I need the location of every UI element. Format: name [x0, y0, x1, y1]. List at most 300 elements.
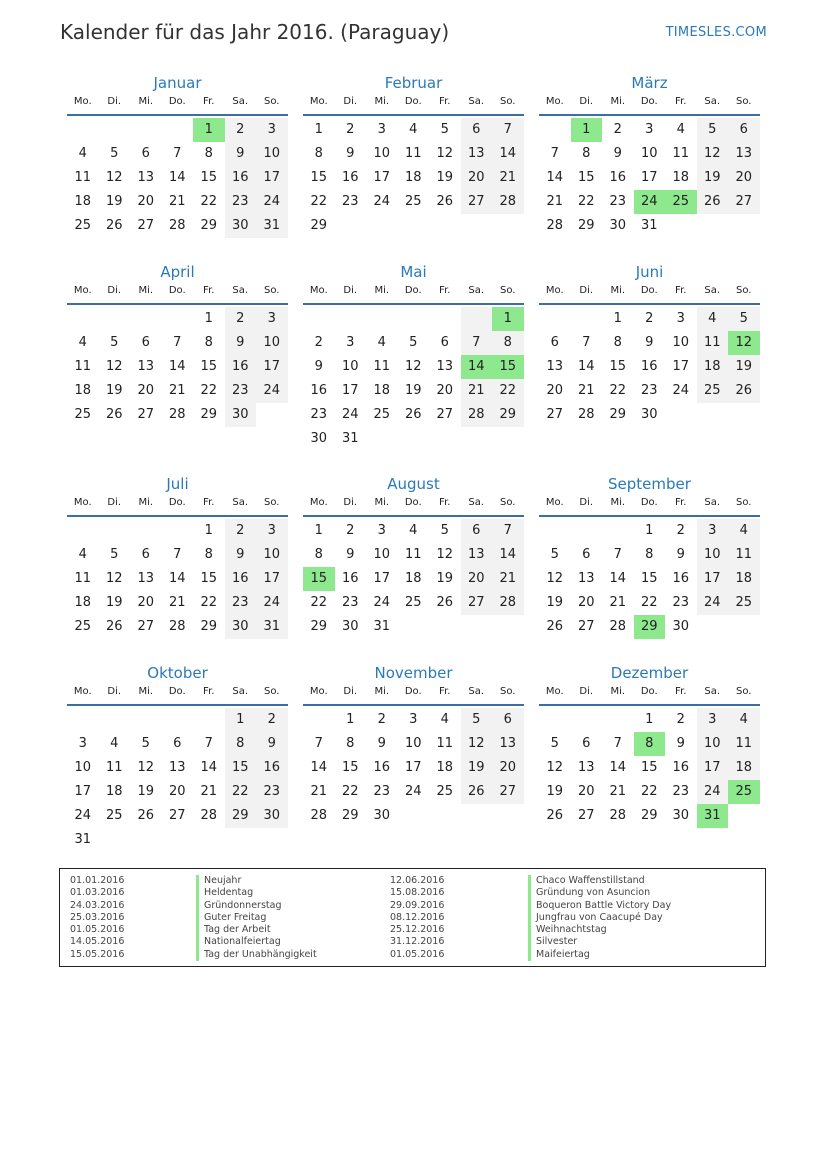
month-name: Januar: [153, 74, 202, 92]
day-cell: 17: [640, 170, 658, 185]
day-cell: 15: [640, 571, 658, 586]
empty-cell: [366, 214, 398, 238]
weekday-label: Di.: [579, 686, 594, 697]
month-3: [539, 72, 760, 238]
day-cell: 11: [404, 146, 422, 161]
day-cell: 28: [168, 218, 186, 233]
day-cell: 20: [137, 194, 155, 209]
month-name: April: [160, 263, 195, 281]
weekday-label: Di.: [343, 285, 358, 296]
day-cell: 29: [200, 218, 218, 233]
day-cell: 2: [613, 122, 622, 137]
day-cell: 30: [640, 407, 658, 422]
day-cell: 10: [341, 359, 359, 374]
month-12: [539, 662, 760, 828]
legend-row: [70, 875, 400, 887]
weekday-label: Mi.: [374, 285, 390, 296]
weekday-label: Do.: [640, 96, 658, 107]
day-cell: 12: [105, 359, 123, 374]
day-cell: 28: [168, 619, 186, 634]
day-cell: 28: [609, 808, 627, 823]
day-cell: 5: [110, 335, 119, 350]
day-cell: 16: [373, 760, 391, 775]
day-cell: 29: [577, 218, 595, 233]
day-cell: 17: [672, 359, 690, 374]
weekday-label: Mi.: [610, 497, 626, 508]
empty-cell: [461, 427, 493, 451]
day-cell: 23: [672, 784, 690, 799]
day-cell: 22: [640, 595, 658, 610]
day-cell: 12: [461, 732, 493, 756]
day-cell: 1: [204, 311, 213, 326]
day-cell: 30: [341, 619, 359, 634]
day-cell: 17: [697, 756, 729, 780]
day-cell: 25: [74, 619, 92, 634]
day-cell: 2: [225, 118, 257, 142]
empty-cell: [67, 307, 99, 331]
empty-cell: [429, 427, 461, 451]
empty-cell: [571, 708, 603, 732]
legend-row: [70, 887, 400, 899]
day-cell: 3: [697, 708, 729, 732]
weekday-label: Fr.: [439, 497, 451, 508]
day-cell: 16: [341, 571, 359, 586]
empty-cell: [162, 307, 194, 331]
day-cell: 13: [546, 359, 564, 374]
weekday-header: [539, 94, 760, 116]
legend-holiday-name: Gründonnerstag: [196, 900, 281, 912]
empty-cell: [697, 615, 729, 639]
day-cell: 17: [373, 170, 391, 185]
day-cell: 7: [550, 146, 559, 161]
weekday-header: [303, 94, 524, 116]
month-name: August: [387, 475, 440, 493]
day-cell: 5: [110, 547, 119, 562]
day-cell: 22: [577, 194, 595, 209]
day-grid: [539, 708, 760, 828]
day-cell: 22: [640, 784, 658, 799]
day-cell: 16: [256, 756, 288, 780]
day-cell: 20: [728, 166, 760, 190]
day-cell: 6: [173, 736, 182, 751]
legend-row: [70, 900, 400, 912]
day-cell: 12: [436, 146, 454, 161]
weekday-label: Do.: [640, 285, 658, 296]
weekday-label: Sa.: [704, 285, 721, 296]
legend-row: [70, 949, 400, 961]
day-grid: [539, 118, 760, 238]
month-name: November: [374, 664, 453, 682]
day-cell: 4: [440, 712, 449, 727]
empty-cell: [492, 804, 524, 828]
month-name: Oktober: [147, 664, 208, 682]
day-cell: 17: [404, 760, 422, 775]
weekday-label: Fr.: [675, 686, 687, 697]
holiday-day-cell: 25: [665, 190, 697, 214]
day-cell: 22: [492, 379, 524, 403]
day-cell: 23: [341, 194, 359, 209]
weekday-label: Di.: [107, 96, 122, 107]
holiday-legend: [59, 868, 766, 967]
month-6: [539, 261, 760, 427]
day-cell: 18: [105, 784, 123, 799]
day-cell: 26: [436, 595, 454, 610]
empty-cell: [539, 307, 571, 331]
day-cell: 9: [346, 146, 355, 161]
day-cell: 12: [137, 760, 155, 775]
legend-holiday-name: Tag der Unabhängigkeit: [196, 949, 317, 961]
day-cell: 3: [78, 736, 87, 751]
page-title: Kalender für das Jahr 2016. (Paraguay): [60, 20, 450, 44]
day-cell: 11: [105, 760, 123, 775]
weekday-label: Fr.: [675, 497, 687, 508]
day-cell: 20: [137, 595, 155, 610]
empty-cell: [398, 804, 430, 828]
empty-cell: [728, 615, 760, 639]
day-cell: 23: [225, 591, 257, 615]
month-name: Februar: [384, 74, 443, 92]
day-cell: 30: [609, 218, 627, 233]
day-cell: 23: [672, 595, 690, 610]
day-cell: 31: [74, 832, 92, 847]
day-cell: 14: [168, 359, 186, 374]
weekday-label: Do.: [168, 497, 186, 508]
day-cell: 2: [256, 708, 288, 732]
day-cell: 25: [373, 407, 391, 422]
empty-cell: [99, 828, 131, 852]
weekday-label: Mi.: [374, 96, 390, 107]
empty-cell: [461, 307, 493, 331]
legend-row: [390, 924, 760, 936]
day-cell: 28: [310, 808, 328, 823]
legend-date: 08.12.2016: [390, 911, 445, 923]
day-cell: 16: [672, 571, 690, 586]
month-1: [67, 72, 288, 238]
day-cell: 16: [672, 760, 690, 775]
day-cell: 10: [256, 142, 288, 166]
weekday-label: Mo.: [309, 96, 328, 107]
weekday-label: So.: [736, 96, 752, 107]
day-cell: 14: [310, 760, 328, 775]
day-cell: 13: [577, 760, 595, 775]
empty-cell: [99, 519, 131, 543]
day-cell: 16: [225, 166, 257, 190]
day-cell: 21: [609, 595, 627, 610]
day-cell: 8: [645, 547, 654, 562]
day-cell: 1: [314, 122, 323, 137]
day-grid: [67, 708, 288, 852]
legend-holiday-name: Chaco Waffenstillstand: [528, 875, 645, 887]
day-cell: 18: [74, 595, 92, 610]
day-cell: 27: [436, 407, 454, 422]
weekday-label: Do.: [168, 686, 186, 697]
day-cell: 9: [645, 335, 654, 350]
day-cell: 7: [613, 736, 622, 751]
empty-cell: [665, 403, 697, 427]
weekday-label: Mo.: [309, 285, 328, 296]
month-2: [303, 72, 524, 238]
weekday-header: [539, 495, 760, 517]
weekday-label: Fr.: [439, 285, 451, 296]
day-cell: 14: [609, 571, 627, 586]
day-cell: 30: [225, 403, 257, 427]
day-cell: 29: [225, 804, 257, 828]
day-cell: 8: [492, 331, 524, 355]
weekday-header: [67, 283, 288, 305]
day-cell: 23: [609, 194, 627, 209]
day-cell: 21: [168, 194, 186, 209]
weekday-header: [67, 495, 288, 517]
empty-cell: [256, 828, 288, 852]
day-cell: 25: [404, 595, 422, 610]
day-cell: 22: [200, 595, 218, 610]
legend-date: 15.05.2016: [70, 948, 125, 960]
empty-cell: [539, 519, 571, 543]
day-cell: 4: [676, 122, 685, 137]
day-cell: 2: [645, 311, 654, 326]
legend-holiday-name: Weihnachtstag: [528, 924, 607, 936]
day-cell: 7: [492, 519, 524, 543]
day-cell: 5: [697, 118, 729, 142]
weekday-header: [303, 495, 524, 517]
weekday-label: So.: [736, 497, 752, 508]
day-cell: 14: [492, 543, 524, 567]
day-cell: 9: [225, 543, 257, 567]
weekday-label: Sa.: [232, 497, 249, 508]
day-cell: 23: [225, 379, 257, 403]
day-cell: 16: [225, 567, 257, 591]
day-cell: 21: [492, 166, 524, 190]
day-cell: 10: [697, 543, 729, 567]
site-logo[interactable]: TIMESLES.COM: [665, 25, 767, 40]
empty-cell: [697, 214, 729, 238]
day-cell: 13: [461, 543, 493, 567]
day-cell: 19: [697, 166, 729, 190]
day-cell: 24: [404, 784, 422, 799]
day-cell: 5: [409, 335, 418, 350]
day-cell: 20: [436, 383, 454, 398]
day-cell: 17: [373, 571, 391, 586]
day-grid: [67, 519, 288, 639]
weekday-label: Mo.: [73, 96, 92, 107]
day-cell: 7: [173, 547, 182, 562]
day-cell: 20: [168, 784, 186, 799]
legend-date: 15.08.2016: [390, 887, 445, 899]
day-cell: 10: [74, 760, 92, 775]
day-cell: 22: [310, 595, 328, 610]
weekday-label: Di.: [107, 686, 122, 697]
legend-holiday-name: Guter Freitag: [196, 912, 266, 924]
day-cell: 27: [546, 407, 564, 422]
legend-date: 24.03.2016: [70, 899, 125, 911]
day-cell: 29: [200, 407, 218, 422]
day-cell: 24: [697, 780, 729, 804]
day-grid: [67, 307, 288, 427]
day-cell: 21: [168, 595, 186, 610]
day-cell: 23: [225, 190, 257, 214]
day-cell: 9: [225, 142, 257, 166]
day-cell: 4: [78, 146, 87, 161]
day-cell: 20: [461, 166, 493, 190]
day-cell: 7: [173, 146, 182, 161]
day-cell: 30: [225, 615, 257, 639]
month-name: März: [631, 74, 668, 92]
day-cell: 12: [404, 359, 422, 374]
weekday-label: Mo.: [309, 686, 328, 697]
empty-cell: [130, 708, 162, 732]
day-cell: 29: [200, 619, 218, 634]
day-cell: 7: [613, 547, 622, 562]
weekday-label: Mo.: [73, 686, 92, 697]
day-cell: 2: [346, 122, 355, 137]
legend-row: [70, 936, 400, 948]
legend-date: 31.12.2016: [390, 936, 445, 948]
legend-holiday-name: Boqueron Battle Victory Day: [528, 900, 671, 912]
day-cell: 1: [613, 311, 622, 326]
day-cell: 6: [550, 335, 559, 350]
day-cell: 20: [461, 567, 493, 591]
legend-holiday-name: Nationalfeiertag: [196, 936, 281, 948]
day-cell: 21: [168, 383, 186, 398]
day-cell: 23: [341, 595, 359, 610]
day-cell: 24: [373, 194, 391, 209]
day-cell: 10: [256, 331, 288, 355]
day-cell: 26: [105, 619, 123, 634]
day-cell: 13: [492, 732, 524, 756]
day-cell: 29: [609, 407, 627, 422]
holiday-day-cell: 1: [571, 118, 603, 142]
day-cell: 18: [74, 194, 92, 209]
weekday-label: Sa.: [468, 686, 485, 697]
day-cell: 26: [137, 808, 155, 823]
weekday-label: Fr.: [439, 96, 451, 107]
day-cell: 22: [310, 194, 328, 209]
day-cell: 12: [697, 142, 729, 166]
day-cell: 27: [492, 780, 524, 804]
weekday-label: Di.: [107, 497, 122, 508]
empty-cell: [398, 307, 430, 331]
day-cell: 11: [697, 331, 729, 355]
day-cell: 27: [168, 808, 186, 823]
weekday-label: Mi.: [138, 497, 154, 508]
day-cell: 22: [200, 194, 218, 209]
weekday-label: Fr.: [203, 285, 215, 296]
empty-cell: [602, 708, 634, 732]
empty-cell: [665, 214, 697, 238]
day-cell: 17: [697, 567, 729, 591]
day-cell: 17: [256, 166, 288, 190]
weekday-label: Do.: [404, 497, 422, 508]
day-cell: 5: [461, 708, 493, 732]
day-cell: 13: [168, 760, 186, 775]
day-cell: 24: [74, 808, 92, 823]
empty-cell: [398, 615, 430, 639]
empty-cell: [67, 118, 99, 142]
month-11: [303, 662, 524, 828]
empty-cell: [461, 615, 493, 639]
day-cell: 9: [256, 732, 288, 756]
day-cell: 28: [492, 591, 524, 615]
empty-cell: [130, 307, 162, 331]
legend-date: 25.12.2016: [390, 924, 445, 936]
day-cell: 4: [409, 523, 418, 538]
day-cell: 9: [314, 359, 323, 374]
day-grid: [67, 118, 288, 238]
weekday-header: [67, 94, 288, 116]
day-cell: 17: [256, 355, 288, 379]
day-cell: 18: [728, 567, 760, 591]
day-cell: 13: [137, 170, 155, 185]
day-cell: 3: [377, 122, 386, 137]
day-cell: 11: [436, 736, 454, 751]
day-cell: 3: [256, 519, 288, 543]
weekday-label: Do.: [640, 497, 658, 508]
month-name: September: [608, 475, 691, 493]
weekday-label: Mi.: [138, 686, 154, 697]
day-cell: 7: [173, 335, 182, 350]
day-cell: 25: [105, 808, 123, 823]
legend-holiday-name: Silvester: [528, 936, 577, 948]
day-cell: 23: [640, 383, 658, 398]
day-cell: 15: [225, 756, 257, 780]
legend-date: 01.05.2016: [390, 948, 445, 960]
day-cell: 27: [461, 190, 493, 214]
day-cell: 26: [105, 407, 123, 422]
empty-cell: [492, 214, 524, 238]
legend-row: [390, 949, 760, 961]
day-cell: 21: [492, 567, 524, 591]
empty-cell: [130, 519, 162, 543]
holiday-day-cell: 25: [728, 780, 760, 804]
day-cell: 9: [377, 736, 386, 751]
day-cell: 18: [404, 170, 422, 185]
weekday-label: Sa.: [468, 285, 485, 296]
day-cell: 17: [256, 567, 288, 591]
legend-holiday-name: Jungfrau von Caacupé Day: [528, 912, 663, 924]
day-cell: 11: [74, 571, 92, 586]
holiday-day-cell: 15: [303, 567, 335, 591]
empty-cell: [571, 307, 603, 331]
empty-cell: [162, 708, 194, 732]
weekday-label: So.: [500, 686, 516, 697]
day-cell: 1: [645, 523, 654, 538]
day-cell: 20: [492, 756, 524, 780]
day-cell: 5: [550, 736, 559, 751]
weekday-label: So.: [736, 285, 752, 296]
weekday-label: Di.: [579, 96, 594, 107]
day-cell: 21: [609, 784, 627, 799]
month-name: Dezember: [610, 664, 689, 682]
day-cell: 14: [168, 170, 186, 185]
day-cell: 18: [697, 355, 729, 379]
weekday-header: [67, 684, 288, 706]
day-cell: 9: [346, 547, 355, 562]
month-name: Juli: [166, 475, 189, 493]
day-cell: 29: [310, 619, 328, 634]
weekday-label: Sa.: [704, 686, 721, 697]
day-cell: 27: [728, 190, 760, 214]
day-cell: 19: [436, 571, 454, 586]
weekday-label: Sa.: [232, 285, 249, 296]
weekday-label: Do.: [404, 686, 422, 697]
day-cell: 2: [676, 712, 685, 727]
legend-date: 25.03.2016: [70, 911, 125, 923]
empty-cell: [728, 403, 760, 427]
day-cell: 6: [141, 547, 150, 562]
day-cell: 5: [141, 736, 150, 751]
day-cell: 29: [492, 403, 524, 427]
weekday-label: Di.: [343, 497, 358, 508]
